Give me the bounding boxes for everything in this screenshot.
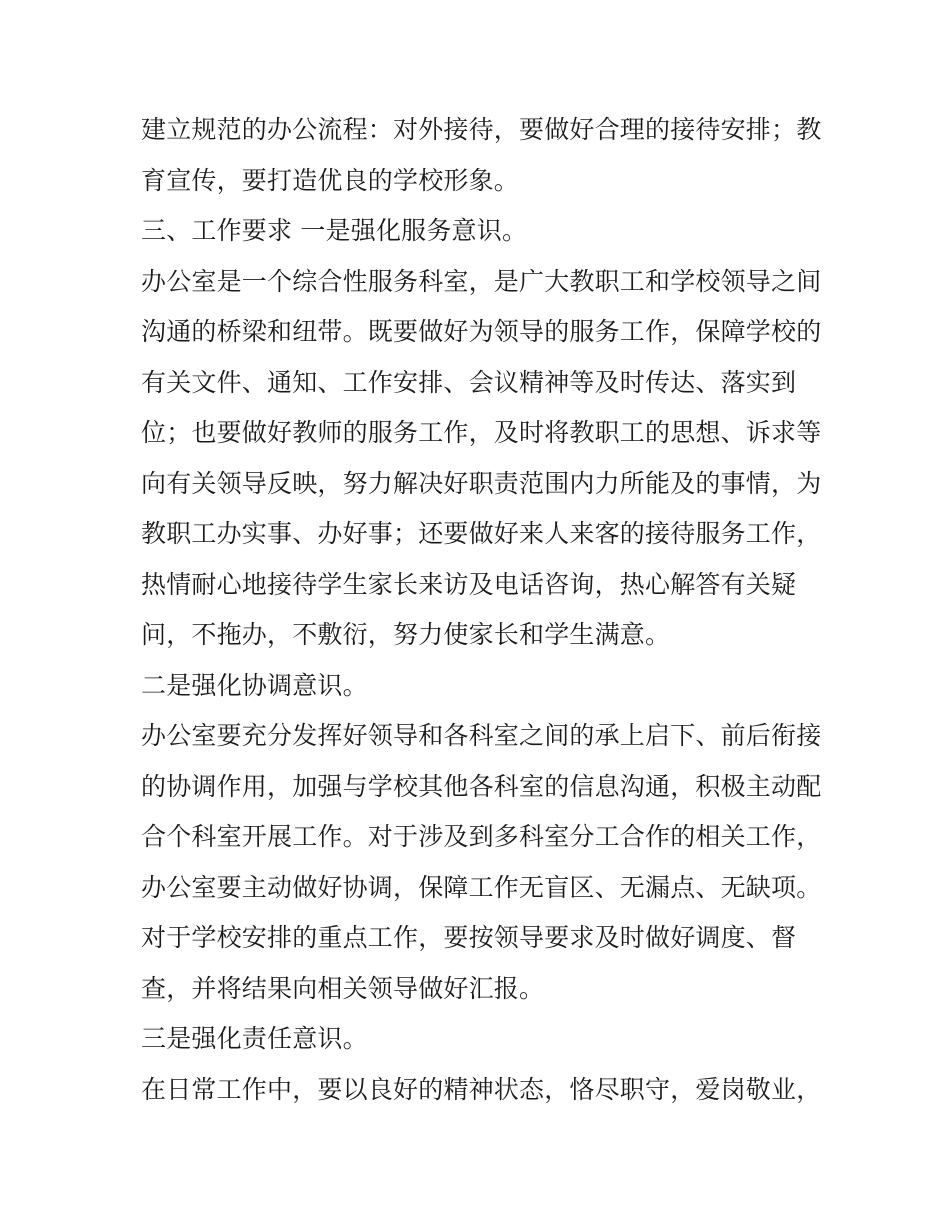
section-heading: 三、工作要求 一是强化服务意识。 [141, 216, 528, 245]
text-line: 办公室要主动做好协调，保障工作无盲区、无漏点、无缺项。 [141, 873, 822, 902]
text-line: 位；也要做好教师的服务工作，及时将教职工的思想、诉求等 [141, 418, 822, 447]
text-line: 对于学校安排的重点工作，要按领导要求及时做好调度、督 [141, 923, 797, 952]
text-line: 沟通的桥梁和纽带。既要做好为领导的服务工作，保障学校的 [141, 317, 822, 346]
text-line: 教职工办实事、办好事；还要做好来人来客的接待服务工作， [141, 519, 822, 548]
text-line: 合个科室开展工作。对于涉及到多科室分工合作的相关工作， [141, 822, 822, 851]
text-line: 的协调作用，加强与学校其他各科室的信息沟通，积极主动配 [141, 772, 822, 801]
text-line: 问，不拖办，不敷衍，努力使家长和学生满意。 [141, 620, 671, 649]
text-line: 办公室是一个综合性服务科室，是广大教职工和学校领导之间 [141, 267, 822, 296]
text-line: 建立规范的办公流程：对外接待，要做好合理的接待安排；教 [141, 115, 822, 144]
text-line: 育宣传，要打造优良的学校形象。 [141, 166, 520, 195]
text-line: 办公室要充分发挥好领导和各科室之间的承上启下、前后衔接 [141, 721, 822, 750]
subheading: 三是强化责任意识。 [141, 1024, 368, 1053]
text-line: 向有关领导反映，努力解决好职责范围内力所能及的事情，为 [141, 469, 822, 498]
text-line: 热情耐心地接待学生家长来访及电话咨询，热心解答有关疑 [141, 570, 797, 599]
text-line: 查，并将结果向相关领导做好汇报。 [141, 974, 545, 1003]
text-line: 有关文件、通知、工作安排、会议精神等及时传达、落实到 [141, 368, 797, 397]
subheading: 二是强化协调意识。 [141, 671, 368, 700]
text-line: 在日常工作中，要以良好的精神状态，恪尽职守，爱岗敬业， [141, 1075, 822, 1104]
